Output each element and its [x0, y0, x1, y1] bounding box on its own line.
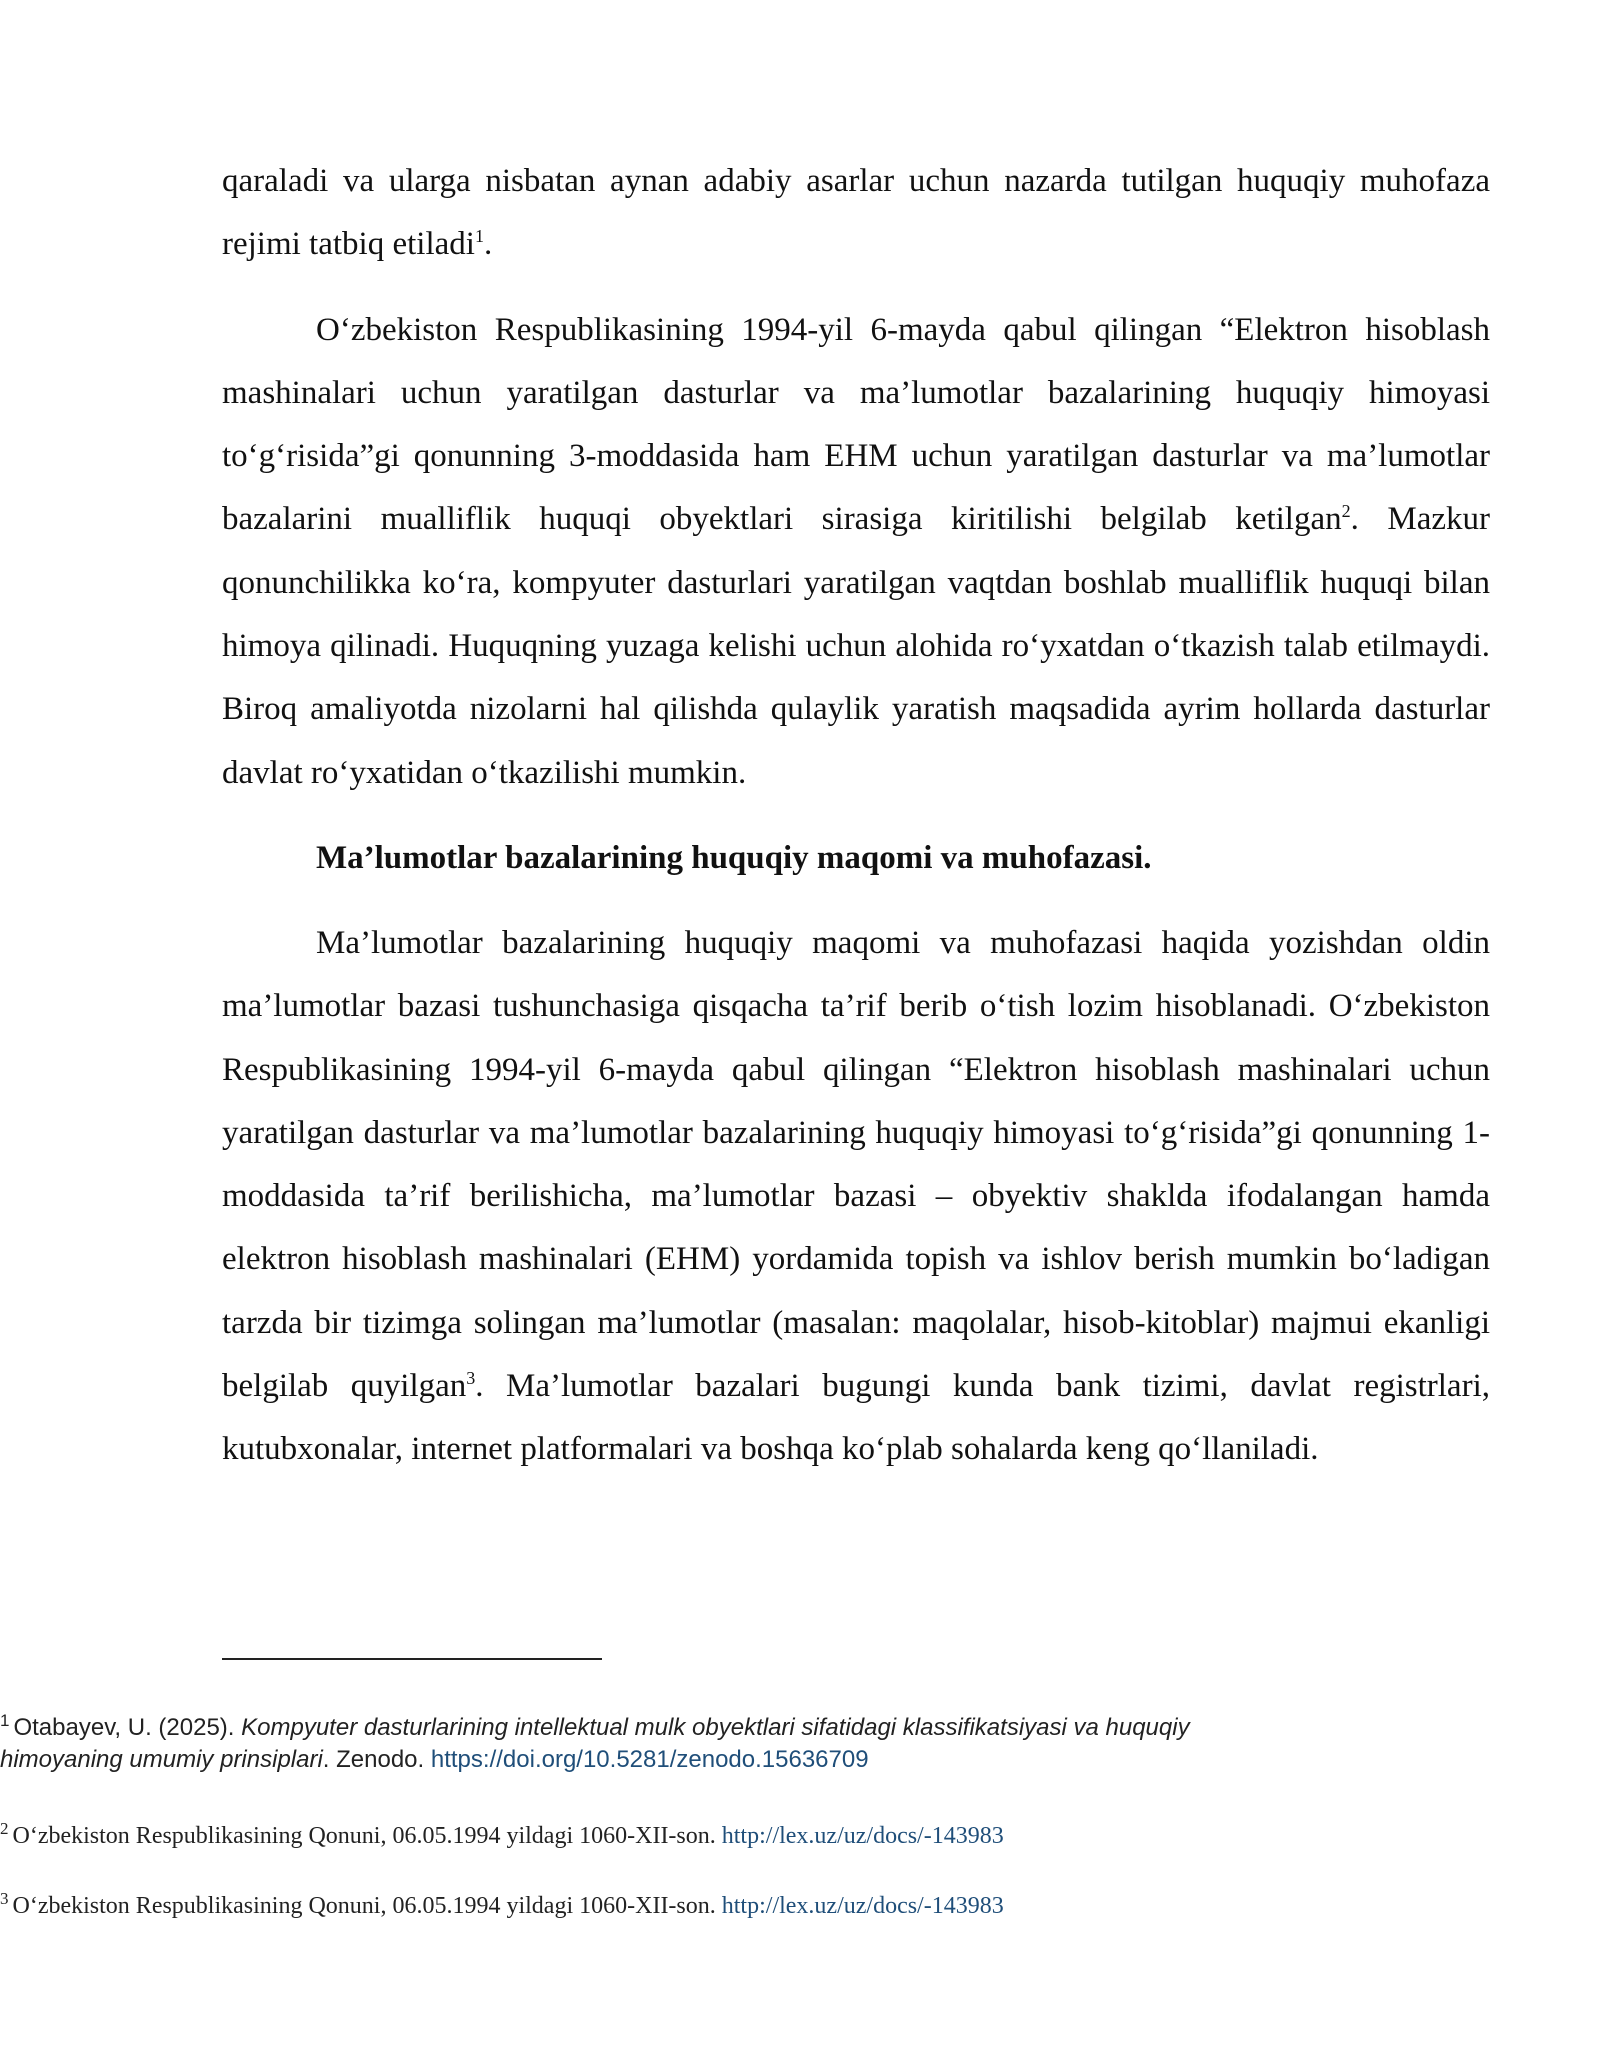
paragraph-3-text-a: Ma’lumotlar bazalarining huquqiy maqomi va muhofazasi haqida yozishdan oldin ma’lumotlar bazasi tushunchasiga qisqacha ta’rif berib o‘tish lozim hisoblanadi. O‘zbekiston Respublikasining 1994-yil 6-mayda qabul qilingan “Elektron hisoblash mashinalari uchun yaratilgan dasturlar va ma’lumotlar bazalarining huquqiy himoyasi to‘g‘risida”gi qonunning 1-moddasida ta’rif berilishicha, ma’lumotlar bazasi – obyektiv shaklda ifodalangan hamda elektron hisoblash mashinalari (EHM) yordamida topish va ishlov berish mumkin bo‘ladigan tarzda bir tizimga solingan ma’lumotlar (masalan: maqolalar, hisob-kitoblar) majmui ekanligi belgilab quyilgan — [222, 924, 1490, 1405]
paragraph-3 — [222, 912, 1490, 1482]
footnote-1-publisher: . Zenodo. — [322, 1746, 431, 1773]
footnote-3 — [0, 1890, 1268, 1922]
paragraph-2-text-a: O‘zbekiston Respublikasining 1994-yil 6-mayda qabul qilingan “Elektron hisoblash mashinalari uchun yaratilgan dasturlar va ma’lumotlar bazalarining huquqiy himoyasi to‘g‘risida”gi qonunning 3-moddasida ham EHM uchun yaratilgan dasturlar va ma’lumotlar bazalarini mualliflik huquqi obyektlari sirasiga kiritilishi belgilab ketilgan — [222, 311, 1490, 538]
paragraph-3-text-b: . Ma’lumotlar bazalari bugungi kunda bank tizimi, davlat registrlari, kutubxonalar, internet platformalari va boshqa ko‘plab sohalarda keng qo‘llaniladi. — [222, 1368, 1490, 1468]
paragraph-1 — [222, 150, 1490, 277]
footnote-2-link[interactable]: http://lex.uz/uz/docs/-143983 — [721, 1823, 1004, 1849]
footnote-1-author: Otabayev, U. (2025). — [13, 1714, 242, 1741]
footnote-3-link[interactable]: http://lex.uz/uz/docs/-143983 — [721, 1893, 1004, 1919]
footnote-1-title: Kompyuter dasturlarining intellektual mulk obyektlari sifatidagi klassifikatsiyasi va huquqiy himoyaning umumiy prinsiplari — [0, 1714, 1190, 1773]
footnote-ref-2[interactable]: 2 — [1341, 501, 1351, 522]
footnote-2-text: O‘zbekiston Respublikasining Qonuni, 06.05.1994 yildagi 1060-XII-son. — [12, 1823, 722, 1849]
document-body — [222, 150, 1490, 1482]
footnote-3-text: O‘zbekiston Respublikasining Qonuni, 06.05.1994 yildagi 1060-XII-son. — [12, 1893, 722, 1919]
footnote-ref-3[interactable]: 3 — [466, 1368, 476, 1389]
footnote-separator — [222, 1658, 602, 1660]
footnote-2 — [0, 1820, 1268, 1852]
footnote-2-number: 2 — [0, 1819, 9, 1838]
footnote-3-number: 3 — [0, 1889, 9, 1908]
footnote-ref-1[interactable]: 1 — [474, 226, 484, 247]
paragraph-2 — [222, 299, 1490, 805]
paragraph-2-text-b: . Mazkur qonunchilikka ko‘ra, kompyuter dasturlari yaratilgan vaqtdan boshlab mualliflik huquqi bilan himoya qilinadi. Huquqning yuzaga kelishi uchun alohida ro‘yxatdan o‘tkazish talab etilmaydi. Biroq amaliyotda nizolarni hal qilishda qulaylik yaratish maqsadida ayrim hollarda dasturlar davlat ro‘yxatidan o‘tkazilishi mumkin. — [222, 501, 1490, 791]
paragraph-1-text: qaraladi va ularga nisbatan aynan adabiy asarlar uchun nazarda tutilgan huquqiy muhofaza rejimi tatbiq etiladi — [222, 163, 1490, 263]
paragraph-1-tail: . — [483, 226, 493, 263]
footnote-1-link[interactable]: https://doi.org/10.5281/zenodo.15636709 — [430, 1746, 869, 1773]
section-heading: Ma’lumotlar bazalarining huquqiy maqomi va muhofazasi. — [316, 839, 1152, 876]
footnote-1 — [0, 1712, 1268, 1776]
footnote-1-number: 1 — [0, 1711, 10, 1730]
